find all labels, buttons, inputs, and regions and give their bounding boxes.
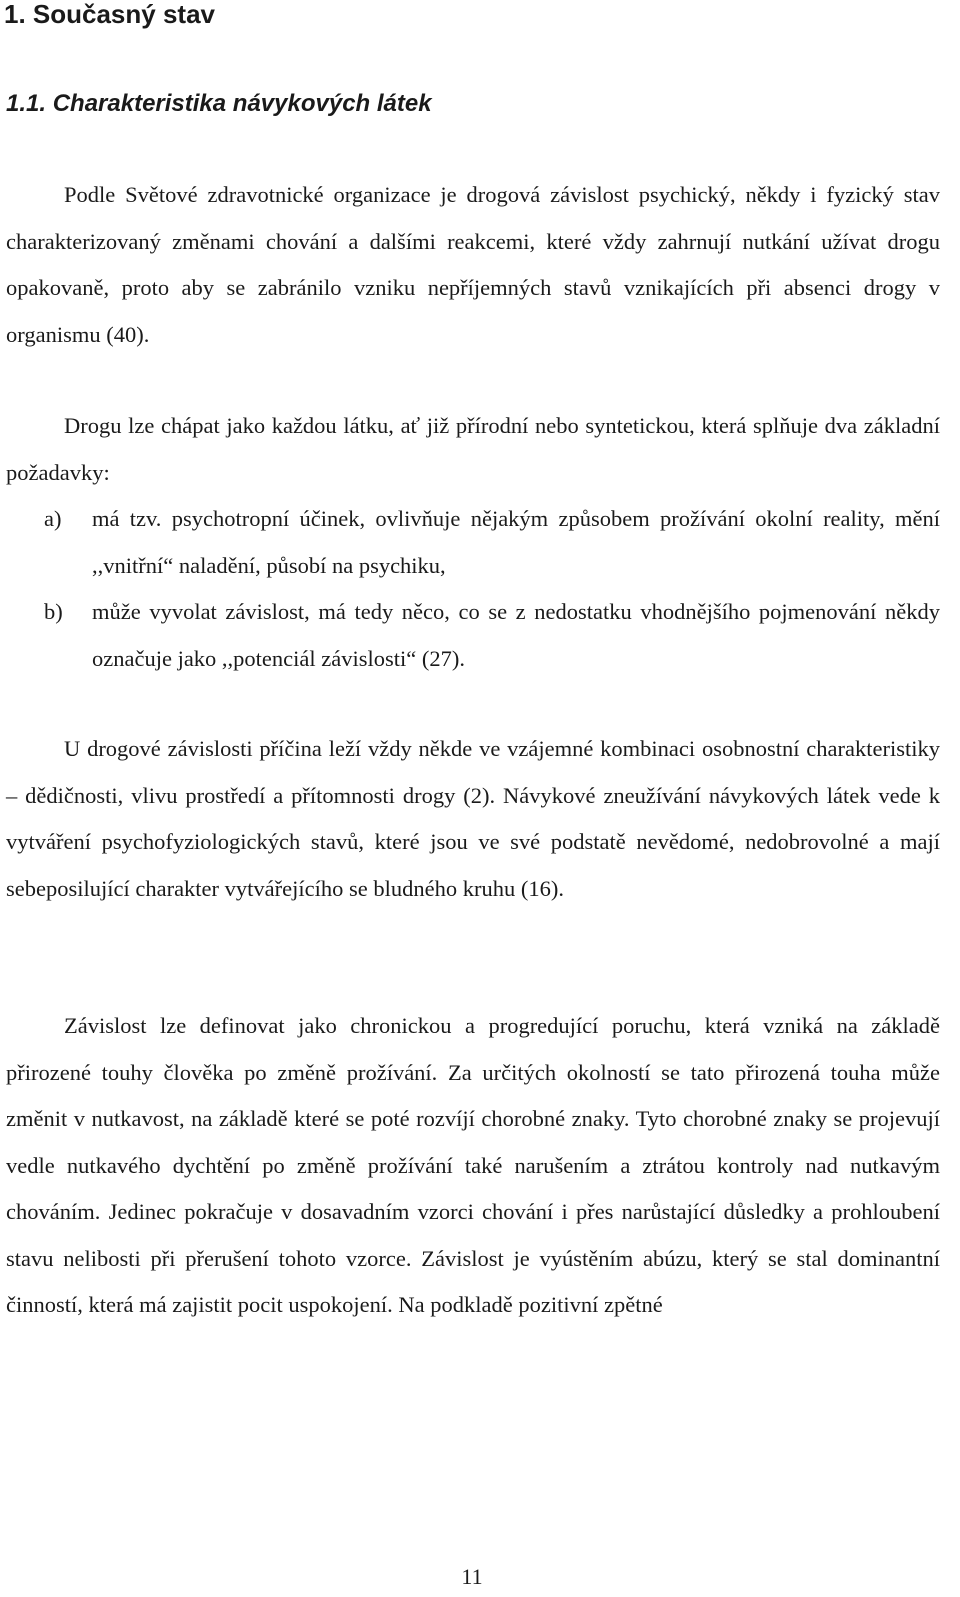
list-marker: a) xyxy=(44,506,62,531)
list-item-text: má tzv. psychotropní účinek, ovlivňuje nějakým způsobem prožívání okolní reality, mění ,,vnitřní“ naladění, působí na psychiku, xyxy=(92,506,940,578)
paragraph-causes: U drogové závislosti příčina leží vždy někde ve vzájemné kombinaci osobnostní charakteristiky – dědičnosti, vlivu prostředí a přítomnosti drogy (2). Návykové zneužívání návykových látek vede k vytváření psychofyziologických stavů, které jsou ve své podstatě nevědomé, nedobrovolné a mají sebeposilující charakter vytvářejícího se bludného kruhu (16). xyxy=(6,736,940,901)
list-item xyxy=(6,589,940,682)
list-marker: b) xyxy=(44,599,63,624)
list-item-text: může vyvolat závislost, má tedy něco, co se z nedostatku vhodnějšího pojmenování někdy označuje jako ,,potenciál závislosti“ (27). xyxy=(92,599,940,671)
list-item xyxy=(6,496,940,589)
section-heading: 1. Současný stav xyxy=(4,0,215,29)
requirements-list xyxy=(6,496,940,682)
paragraph-drug-definition: Drogu lze chápat jako každou látku, ať již přírodní nebo syntetickou, která splňuje dva základní požadavky: xyxy=(6,413,940,485)
page-number: 11 xyxy=(461,1564,483,1589)
paragraph-who-definition: Podle Světové zdravotnické organizace je drogová závislost psychický, někdy i fyzický stav charakterizovaný změnami chování a dalšími reakcemi, které vždy zahrnují nutkání užívat drogu opakovaně, proto aby se zabránilo vzniku nepříjemných stavů vznikajících při absenci drogy v organismu (40). xyxy=(6,182,940,347)
subsection-heading: 1.1. Charakteristika návykových látek xyxy=(6,90,432,117)
paragraph-dependence: Závislost lze definovat jako chronickou a progredující poruchu, která vzniká na základě přirozené touhy člověka po změně prožívání. Za určitých okolností se tato přirozená touha může změnit v nutkavost, na základě které se poté rozvíjí chorobné znaky. Tyto chorobné znaky se projevují vedle nutkavého dychtění po změně prožívání také narušením a ztrátou kontroly nad nutkavým chováním. Jedinec pokračuje v dosavadním vzorci chování i přes narůstající důsledky a prohloubení stavu nelibosti při přerušení tohoto vzorce. Závislost je vyústěním abúzu, který se stal dominantní činností, která má zajistit pocit uspokojení. Na podkladě pozitivní zpětné xyxy=(6,1013,940,1317)
